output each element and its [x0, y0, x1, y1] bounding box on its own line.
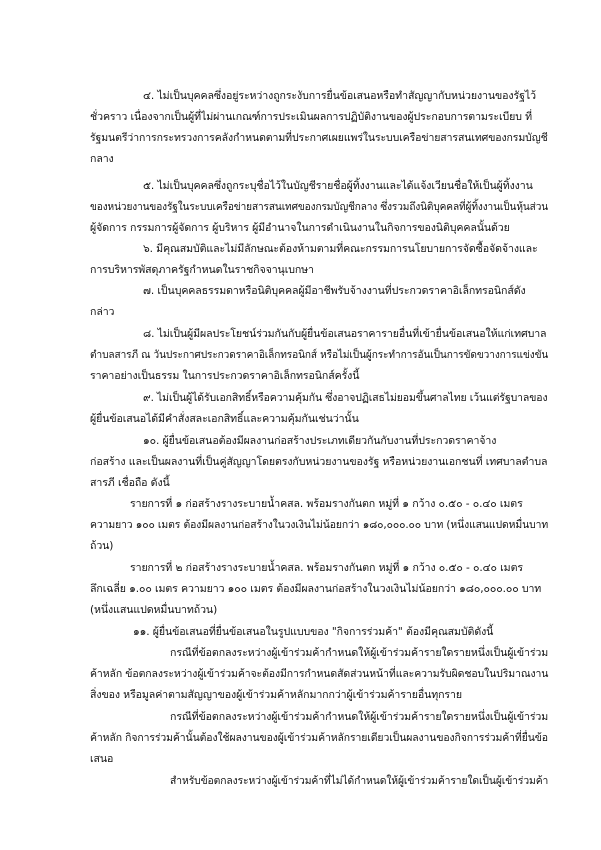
- text-line: ของหน่วยงานของรัฐในระบบเครือข่ายสารสนเทศของกรมบัญชีกลาง ซึ่งรวมถึงนิติบุคคลที่ผู้ทิ้งงานเป็นหุ้นส่วน: [90, 201, 549, 213]
- text-line: สารภี เชื่อถือ ดังนี้: [90, 477, 170, 489]
- text-line: ค้าหลัก กิจการร่วมค้านั้นต้องใช้ผลงานของผู้เข้าร่วมค้าหลักรายเดียวเป็นผลงานของกิจการร่วมค้าที่ยื่นข้อ: [90, 732, 548, 744]
- text-line: รัฐมนตรีว่าการกระทรวงการคลังกำหนดตามที่ประกาศเผยแพร่ในระบบเครือข่ายสารสนเทศของกรมบัญชี: [90, 132, 548, 144]
- text-line: กลาง: [90, 153, 114, 165]
- text-line: ๔. ไม่เป็นบุคคลซึ่งอยู่ระหว่างถูกระงับการยื่นข้อเสนอหรือทำสัญญากับหน่วยงานของรัฐไว้: [143, 90, 536, 102]
- text-line: รายการที่ ๒ ก่อสร้างรางระบายน้ำคสล. พร้อมรางกันตก หมู่ที่ ๑ กว้าง ๐.๕๐ - ๐.๔๐ เมตร: [130, 562, 523, 574]
- text-line: สำหรับข้อตกลงระหว่างผู้เข้าร่วมค้าที่ไม่ได้กำหนดให้ผู้เข้าร่วมค้ารายใดเป็นผู้เข้าร่วมค้า: [170, 775, 549, 787]
- text-line: กรณีที่ข้อตกลงระหว่างผู้เข้าร่วมค้ากำหนดให้ผู้เข้าร่วมค้ารายใดรายหนึ่งเป็นผู้เข้าร่วม: [170, 711, 549, 723]
- text-line: สิ่งของ หรือมูลค่าตามสัญญาของผู้เข้าร่วมค้าหลักมากกว่าผู้เข้าร่วมค้ารายอื่นทุกราย: [90, 689, 462, 701]
- text-line: ๗. เป็นบุคคลธรรมดาหรือนิติบุคคลผู้มีอาชีพรับจ้างงานที่ประกวดราคาอิเล็กทรอนิกส์ดัง: [143, 285, 526, 297]
- text-line: ๘. ไม่เป็นผู้มีผลประโยชน์ร่วมกันกับผู้ยื่นข้อเสนอราคารายอื่นที่เข้ายื่นข้อเสนอให้แก่เทศบาล: [143, 328, 547, 340]
- text-line: ความยาว ๑๐๐ เมตร ต้องมีผลงานก่อสร้างในวงเงินไม่น้อยกว่า ๑๘๐,๐๐๐.๐๐ บาท (หนึ่งแสนแปดหมื่นบาท: [90, 519, 549, 531]
- text-line: ถ้วน): [90, 540, 114, 552]
- text-line: ลึกเฉลี่ย ๑.๐๐ เมตร ความยาว ๑๐๐ เมตร ต้องมีผลงานก่อสร้างในวงเงินไม่น้อยกว่า ๑๘๐,๐๐๐.๐๐ บาท: [90, 583, 542, 595]
- text-line: ก่อสร้าง และเป็นผลงานที่เป็นคู่สัญญาโดยตรงกับหน่วยงานของรัฐ หรือหน่วยงานเอกชนที่ เทศบาลตำบล: [90, 456, 548, 468]
- text-line: การบริหารพัสดุภาครัฐกำหนดในราชกิจจานุเบกษา: [90, 264, 314, 276]
- text-line: ผู้ยื่นข้อเสนอได้มีคำสั่งสละเอกสิทธิ์และความคุ้มกันเช่นว่านั้น: [90, 413, 359, 425]
- text-line: ๕. ไม่เป็นบุคคลซึ่งถูกระบุชื่อไว้ในบัญชีรายชื่อผู้ทิ้งงานและได้แจ้งเวียนชื่อให้เป็นผู้ทิ้งงาน: [143, 180, 533, 192]
- text-line: ผู้จัดการ กรรมการผู้จัดการ ผู้บริหาร ผู้มีอำนาจในการดำเนินงานในกิจการของนิติบุคคลนั้นด้วย: [90, 222, 510, 234]
- text-line: กล่าว: [90, 306, 115, 318]
- text-line: ๙. ไม่เป็นผู้ได้รับเอกสิทธิ์หรือความคุ้มกัน ซึ่งอาจปฏิเสธไม่ยอมขึ้นศาลไทย เว้นแต่รัฐบาลของ: [143, 392, 548, 404]
- text-line: ชั่วคราว เนื่องจากเป็นผู้ที่ไม่ผ่านเกณฑ์การประเมินผลการปฏิบัติงานของผู้ประกอบการตามระเบียบ ที่: [90, 111, 533, 123]
- text-line: ค้าหลัก ข้อตกลงระหว่างผู้เข้าร่วมค้าจะต้องมีการกำหนดสัดส่วนหน้าที่และความรับผิดชอบในปริมาณงาน: [90, 668, 549, 680]
- text-line: ๖. มีคุณสมบัติและไม่มีลักษณะต้องห้ามตามที่คณะกรรมการนโยบายการจัดซื้อจัดจ้างและ: [143, 243, 538, 255]
- text-line: ราคาอย่างเป็นธรรม ในการประกวดราคาอิเล็กทรอนิกส์ครั้งนี้: [90, 370, 360, 382]
- text-line: (หนึ่งแสนแปดหมื่นบาทถ้วน): [90, 604, 218, 616]
- text-line: ๑๐. ผู้ยื่นข้อเสนอต้องมีผลงานก่อสร้างประเภทเดียวกันกับงานที่ประกวดราคาจ้าง: [143, 435, 497, 447]
- text-line: ตำบลสารภี ณ วันประกาศประกวดราคาอิเล็กทรอนิกส์ หรือไม่เป็นผู้กระทำการอันเป็นการขัดขวางการแข่งขัน: [90, 349, 549, 361]
- text-line: รายการที่ ๑ ก่อสร้างรางระบายน้ำคสล. พร้อมรางกันตก หมู่ที่ ๑ กว้าง ๐.๕๐ - ๐.๔๐ เมตร: [130, 498, 523, 510]
- text-line: กรณีที่ข้อตกลงระหว่างผู้เข้าร่วมค้ากำหนดให้ผู้เข้าร่วมค้ารายใดรายหนึ่งเป็นผู้เข้าร่วม: [170, 647, 549, 659]
- text-line: เสนอ: [90, 753, 114, 765]
- text-line: ๑๑. ผู้ยื่นข้อเสนอที่ยื่นข้อเสนอในรูปแบบของ "กิจการร่วมค้า" ต้องมีคุณสมบัติดังนี้: [133, 626, 494, 638]
